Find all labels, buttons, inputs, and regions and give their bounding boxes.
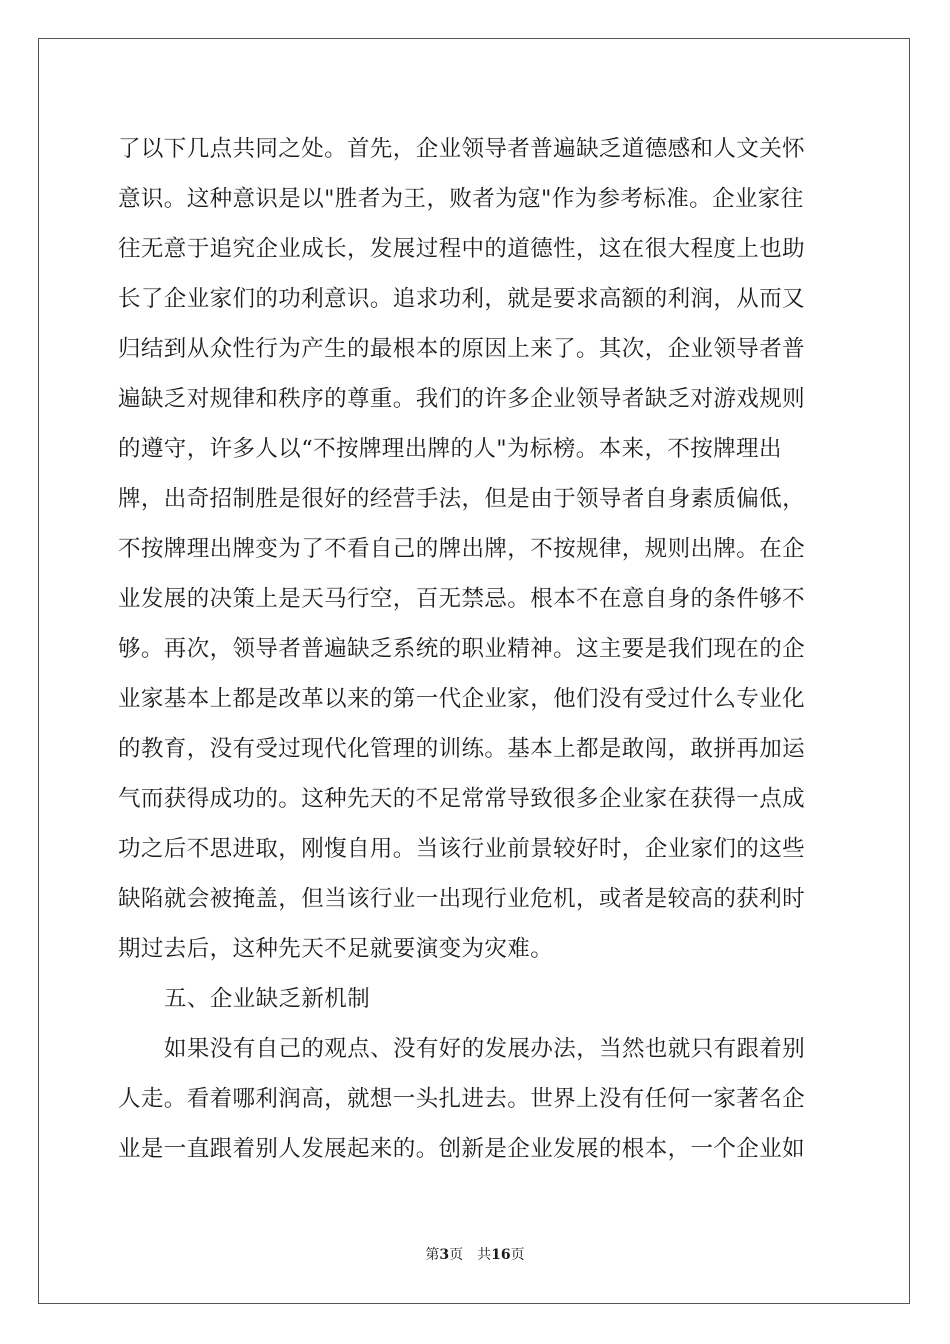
page-footer bbox=[0, 1244, 950, 1264]
text-line: 缺陷就会被掩盖，但当该行业一出现行业危机，或者是较高的获利时 bbox=[118, 886, 806, 912]
text-line: 牌，出奇招制胜是很好的经营手法，但是由于领导者自身素质偏低， bbox=[118, 486, 806, 512]
text-line: 期过去后，这种先天不足就要演变为灾难。 bbox=[118, 936, 554, 962]
text-line: 长了企业家们的功利意识。追求功利，就是要求高额的利润，从而又 bbox=[118, 286, 806, 312]
text-line: 够。再次，领导者普遍缺乏系统的职业精神。这主要是我们现在的企 bbox=[118, 636, 806, 662]
text-line: 了以下几点共同之处。首先，企业领导者普遍缺乏道德感和人文关怀 bbox=[118, 136, 806, 162]
text-line: 归结到从众性行为产生的最根本的原因上来了。其次，企业领导者普 bbox=[118, 336, 806, 362]
footer-page-number: 3 bbox=[439, 1247, 450, 1263]
text-line: 功之后不思进取，刚愎自用。当该行业前景较好时，企业家们的这些 bbox=[118, 836, 806, 862]
text-line: 的教育，没有受过现代化管理的训练。基本上都是敢闯，敢拼再加运 bbox=[118, 736, 806, 762]
footer-page-prefix: 第 bbox=[425, 1247, 440, 1263]
text-line: 气而获得成功的。这种先天的不足常常导致很多企业家在获得一点成 bbox=[118, 786, 806, 812]
footer-total-suffix: 页 bbox=[510, 1247, 525, 1263]
text-line: 往无意于追究企业成长，发展过程中的道德性，这在很大程度上也助 bbox=[118, 236, 806, 262]
footer-page-suffix: 页 bbox=[449, 1247, 464, 1263]
text-line: 业是一直跟着别人发展起来的。创新是企业发展的根本，一个企业如 bbox=[118, 1136, 806, 1162]
footer-total-prefix: 共 bbox=[477, 1247, 492, 1263]
text-line: 遍缺乏对规律和秩序的尊重。我们的许多企业领导者缺乏对游戏规则 bbox=[118, 386, 806, 412]
text-line: 的遵守，许多人以“不按牌理出牌的人"为标榜。本来，不按牌理出 bbox=[118, 436, 782, 462]
text-line: 业发展的决策上是天马行空，百无禁忌。根本不在意自身的条件够不 bbox=[118, 586, 806, 612]
text-line: 业家基本上都是改革以来的第一代企业家，他们没有受过什么专业化 bbox=[118, 686, 806, 712]
text-line: 如果没有自己的观点、没有好的发展办法，当然也就只有跟着别 bbox=[164, 1036, 806, 1062]
text-line: 不按牌理出牌变为了不看自己的牌出牌，不按规律，规则出牌。在企 bbox=[118, 536, 806, 562]
text-line: 五、企业缺乏新机制 bbox=[164, 986, 371, 1012]
document-body bbox=[118, 124, 838, 1174]
footer-total-pages: 16 bbox=[491, 1247, 511, 1263]
text-line: 意识。这种意识是以"胜者为王，败者为寇"作为参考标准。企业家往 bbox=[118, 186, 804, 212]
text-line: 人走。看着哪利润高，就想一头扎进去。世界上没有任何一家著名企 bbox=[118, 1086, 806, 1112]
